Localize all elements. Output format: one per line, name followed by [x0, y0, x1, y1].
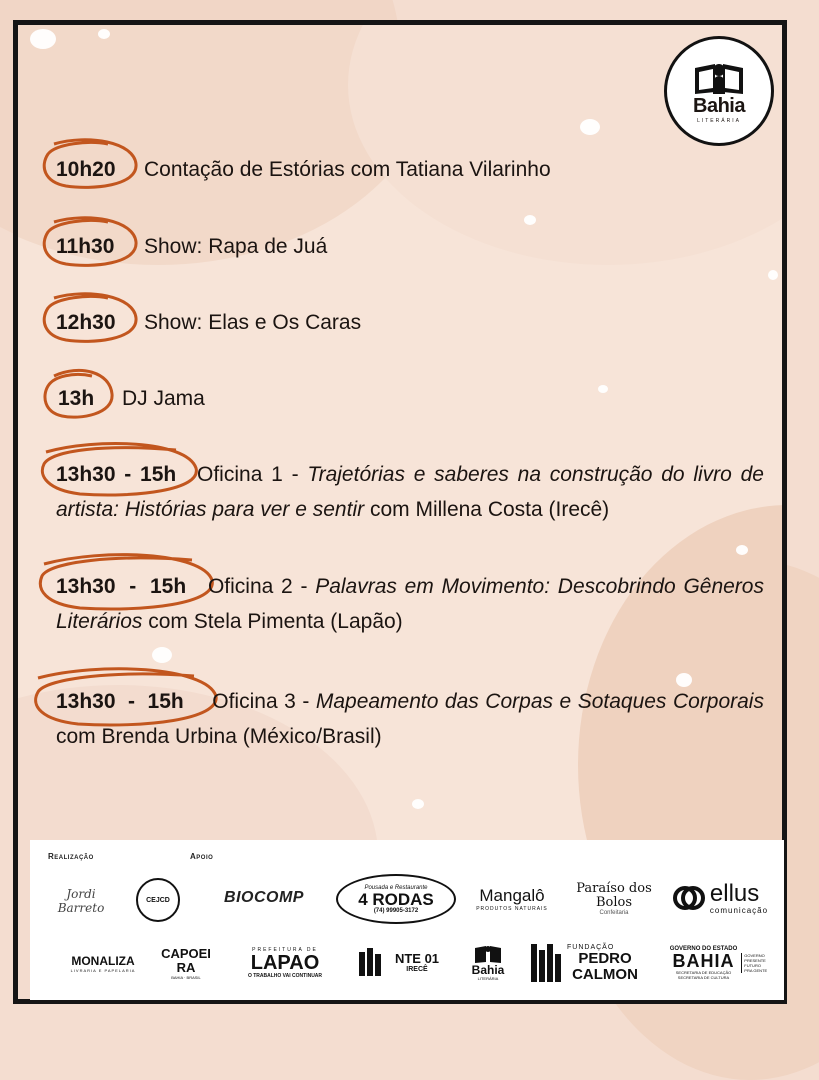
open-book-with-head-icon — [691, 58, 747, 98]
sponsor-logo: MONALIZA LIVRARIA E PAPELARIA — [70, 953, 136, 973]
workshop-host: com Stela Pimenta (Lapão) — [142, 610, 403, 633]
sponsors-strip — [30, 840, 784, 1000]
sponsor-logo: Paraíso dos Bolos Confeitaria — [576, 881, 652, 916]
workshop-prefix: Oficina 2 - — [207, 575, 316, 598]
schedule-description — [56, 457, 764, 527]
pillars-icon — [529, 942, 563, 984]
workshop-prefix: Oficina 1 - — [197, 463, 308, 486]
schedule-description — [56, 684, 764, 754]
sponsor-logo: Jordi Barreto — [57, 887, 105, 915]
workshop-host: com Brenda Urbina (México/Brasil) — [56, 725, 382, 748]
schedule-description: DJ Jama — [122, 387, 205, 410]
sponsor-logo: CAPOEIRA BAHIA · BRASIL — [161, 945, 211, 980]
workshop-title: Palavras em Movimento: Descobrindo Gêneros Literários — [56, 575, 764, 633]
books-icon — [355, 944, 391, 980]
workshop-prefix: Oficina 3 - — [212, 690, 316, 713]
schedule-time: 13h — [58, 387, 95, 410]
schedule-time: 13h30 - 15h — [56, 463, 177, 486]
logo-word: Bahia — [693, 95, 745, 117]
sponsor-logo: NTE 01 IRECÊ — [352, 940, 442, 984]
schedule-description: Contação de Estórias com Tatiana Vilarinho — [144, 158, 551, 181]
schedule-time: 13h30 - 15h — [56, 575, 187, 598]
apoio-label: Apoio — [190, 852, 214, 861]
sponsor-logo: Pousada e Restaurante 4 RODAS (74) 99905-3172 — [336, 874, 456, 924]
sponsor-logo: ellus comunicação — [662, 876, 778, 920]
schedule-time: 12h30 — [56, 311, 116, 334]
sponsor-logo: GOVERNO DO ESTADO BAHIA SECRETARIA DE EDUCAÇÃO SECRETARIA DE CULTURA GOVERNO PRESENTE FUTURO PRA GENTE — [669, 946, 768, 980]
sponsor-seal: CEJCD — [136, 878, 180, 922]
logo-subtitle: LITERÁRIA — [697, 118, 741, 124]
sponsor-logo: PREFEITURA DE LAPAO O TRABALHO VAI CONTINUAR — [247, 947, 323, 979]
schedule-description: Show: Elas e Os Caras — [144, 311, 362, 334]
schedule-time: 13h30 - 15h — [56, 690, 184, 713]
bahia-literaria-logo — [664, 36, 774, 146]
sponsor-logo: FUNDAÇÃO PEDRO CALMON — [526, 938, 646, 988]
workshop-title: Mapeamento das Corpas e Sotaques Corporais — [315, 690, 764, 713]
sponsor-logo: Mangalô PRODUTOS NATURAIS — [476, 886, 548, 912]
schedule-time: 10h20 — [56, 158, 116, 181]
schedule-description: Show: Rapa de Juá — [144, 235, 328, 258]
sponsor-logo: Bahia LITERÁRIA — [458, 938, 518, 986]
workshop-host: com Millena Costa (Irecê) — [364, 498, 610, 521]
ellus-icon — [672, 881, 706, 915]
open-book-with-head-icon — [473, 944, 503, 964]
workshop-title: Trajetórias e saberes na construção do livro de artista: Histórias para ver e sentir — [56, 463, 764, 521]
realizacao-label: Realização — [48, 852, 94, 861]
schedule-time: 11h30 — [56, 235, 115, 258]
schedule-description — [56, 569, 764, 639]
sponsor-logo: BIOCOMP — [224, 889, 304, 906]
